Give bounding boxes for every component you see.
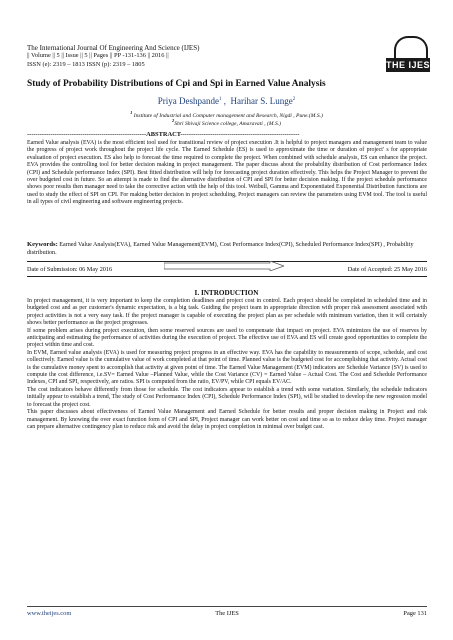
keywords-text: Earned Value Analysis(EVA), Earned Value Management(EVM), Cost Performance Index(CPI), Scheduled Performance Index(SPI) , Probability distribution. (27, 242, 414, 256)
journal-issn-line: ISSN (e): 2319 – 1813 ISSN (p): 2319 – 1805 (27, 60, 145, 68)
affiliation-2 (0, 118, 453, 127)
affiliation-2-text: Shri Shivaji Science college, Amaravati , (M.S.) (174, 120, 282, 127)
affiliation-1-sup: 1 (130, 110, 133, 115)
footer-page-number: Page 131 (403, 610, 427, 617)
date-accepted: Date of Accepted: 25 May 2016 (347, 266, 427, 273)
journal-volume-line: || Volume || 5 || Issue || 5 || Pages || PP -131-136 || 2016 || (27, 52, 169, 60)
section-heading: I. INTRODUCTION (194, 289, 259, 297)
intro-paragraph: In project management, it is very important to keep the completion deadlines and project cost in control. Each project should be completed in scheduled time and in budgeted cost and as per customer's dynamic expectation, is a big task. Guiding the project team in appropriate direction with proper risk assessment associated with project activities is not a very easy task. If the project manager is capable of executing the project plan as per schedule with minimum variation, then it will certainly shows better performance as the project progresses. (27, 298, 427, 327)
author-1: Priya Deshpande (157, 96, 219, 106)
divider-bottom (27, 276, 427, 277)
abstract-body: Earned Value analysis (EVA) is the most efficient tool used for transitional review of project execution .It is helpful to project managers and management team to value the progress of project work throughout the project life cycle. The Earned Schedule (ES) is used to approximate the time or duration of project' s for appropriate evaluation of project execution. ES also help to forecast the time required to complete the project. When combined with schedule analysis, ES can enhance the project. EVA provides the controlling tool for better decision making in project management. The paper discuss about the probability distribution of Cost performance Index (CPI) and Schedule performance Index (SPI). Best fitted distribution will help for forecasting project duration effectively. This helps the Project Manager to prevent the over budgeted cost in future. So an attempt is made to find the alternative distribution of CPI and SPI for better decision making. If the project schedule performance shows poor results then manager need to take the corrective action with the help of this tool. Weibull, Gamma and Exponentiated Exponential Distribution functions are used to study the effect of SPI on CPI. For making better decision in project scheduling, Project managers can review the parameters using EVM tool. The tool is useful in all types of civil engineering and software engineering projects. (27, 140, 427, 206)
abstract-heading: --------------------------------------------------------ABSTRACT-------------------------------------------------------- (27, 131, 300, 138)
date-arrow-icon (164, 261, 284, 271)
footer-divider (27, 606, 427, 607)
footer-journal: The IJES (215, 610, 239, 617)
journal-logo (386, 36, 430, 76)
authors-line (0, 96, 453, 106)
logo-text: THE IJES (386, 60, 431, 70)
author-2: Harihar S. Lunge (230, 96, 293, 106)
date-submission: Date of Submission: 06 May 2016 (27, 266, 113, 273)
journal-header (27, 44, 367, 69)
logo-arch-icon (394, 36, 428, 60)
author-1-sup: 1 (219, 97, 222, 102)
author-separator: , (221, 96, 231, 106)
author-2-sup: 2 (292, 97, 296, 102)
journal-name: The International Journal Of Engineering And Science (IJES) (27, 44, 200, 52)
paper-title: Study of Probability Distributions of Cpi and Spi in Earned Value Analysis (27, 79, 326, 89)
keywords (27, 241, 427, 257)
intro-paragraph: In EVM, Earned value analysis (EVA) is used for measuring project progress in an effective way. EVA has the capability to measurements of scope, schedule, and cost collectively. Earned value is the cumulative value of work completed at that point of time. Planned value is the budgeted cost for accomplishing that activity. Actual cost is the cumulative money spent to accomplish that activity at given point of time. The Earned Value Management (EVM) indicators are Schedule Variance (SV) is used to compute the cost difference, i.e.SV= Earned Value –Planned Value, while the Cost Variance (CV) = Earned Value – Actual Cost. The Cost and Schedule Performance Indexes, CPI and SPI, respectively, are ratios. SPI is computed from the ratio, EV/PV, while CPI equals EV/AC. (27, 349, 427, 386)
introduction-body (27, 298, 427, 431)
affiliation-1-text: Institute of Industrial and Computer management and Research, Nigdi , Pune.(M.S.) (132, 112, 323, 119)
keywords-label: Keywords: (27, 241, 58, 248)
intro-paragraph: If some problem arises during project execution, then some reserved sources are used to compensate that impact on project. EVA minimizes the use of reserves by anticipating and estimating the performance of activities during the execution of project. The effective use of EVA and ES will create good opportunities to complete the project within time and cost. (27, 327, 427, 349)
intro-paragraph: This paper discusses about effectiveness of Earned Value Management and Earned Schedule for better results and proper decision making in Project and risk management. By knowing the over exact function form of CPI and SPI, Project manager can work better on cost and time so as to reduce delay time. Project manager can prepare alternative contingency plan to reduce risk and avoid the delay in project completion in minimal over budget cast. (27, 409, 427, 430)
affiliation-2-sup: 2 (171, 118, 175, 123)
footer-website-link[interactable]: www.theijes.com (27, 610, 72, 617)
intro-paragraph: The cost indicators behave differently from those for schedule. The cost indicators appear to establish a trend with some variation. Similarly, the schedule indicators initially appear to establish a trend, The study of Cost Performance Index (CPI), Schedule Performance Index (SPI), will be studied to develop the new regression model to forecast the project cost. (27, 386, 427, 408)
